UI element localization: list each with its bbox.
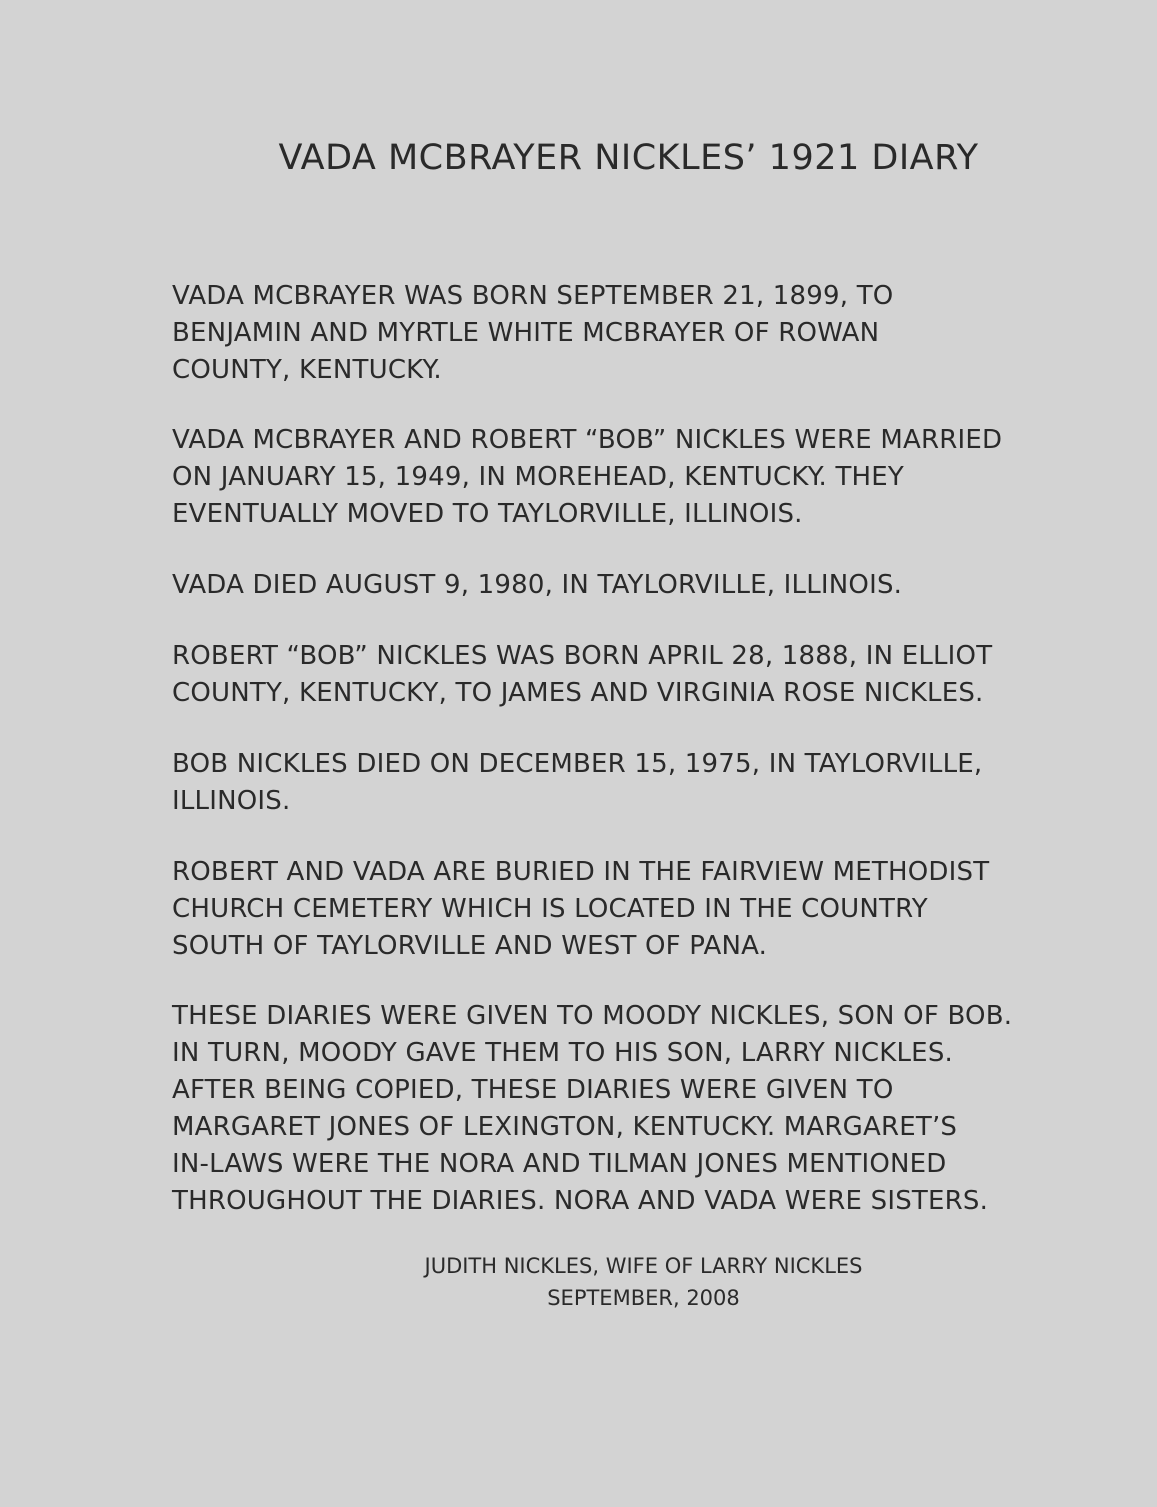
- text-line: SOUTH OF TAYLORVILLE AND WEST OF PANA.: [172, 931, 768, 961]
- paragraph-bob-birth: [172, 638, 1132, 712]
- text-line: EVENTUALLY MOVED TO TAYLORVILLE, ILLINOIS.: [172, 499, 803, 529]
- text-line: COUNTY, KENTUCKY.: [172, 355, 442, 385]
- text-line: VADA MCBRAYER WAS BORN SEPTEMBER 21, 1899, TO: [172, 281, 894, 311]
- text-line: IN-LAWS WERE THE NORA AND TILMAN JONES MENTIONED: [172, 1149, 947, 1179]
- paragraph-burial: [172, 854, 1132, 965]
- text-line: CHURCH CEMETERY WHICH IS LOCATED IN THE COUNTRY: [172, 894, 928, 924]
- text-line: VADA MCBRAYER AND ROBERT “BOB” NICKLES WERE MARRIED: [172, 425, 1003, 455]
- text-line: THESE DIARIES WERE GIVEN TO MOODY NICKLES, SON OF BOB.: [172, 1001, 1013, 1031]
- text-line: IN TURN, MOODY GAVE THEM TO HIS SON, LARRY NICKLES.: [172, 1038, 953, 1068]
- text-line: VADA DIED AUGUST 9, 1980, IN TAYLORVILLE, ILLINOIS.: [172, 570, 903, 600]
- text-line: AFTER BEING COPIED, THESE DIARIES WERE GIVEN TO: [172, 1075, 894, 1105]
- paragraph-diaries-history: [172, 998, 1132, 1220]
- text-line: MARGARET JONES OF LEXINGTON, KENTUCKY. MARGARET’S: [172, 1112, 958, 1142]
- text-line: THROUGHOUT THE DIARIES. NORA AND VADA WERE SISTERS.: [172, 1186, 989, 1216]
- text-line: BOB NICKLES DIED ON DECEMBER 15, 1975, IN TAYLORVILLE,: [172, 749, 983, 779]
- signature-block: [0, 1250, 1157, 1314]
- paragraph-vada-death: [172, 567, 1132, 604]
- text-line: BENJAMIN AND MYRTLE WHITE MCBRAYER OF ROWAN: [172, 318, 880, 348]
- text-line: COUNTY, KENTUCKY, TO JAMES AND VIRGINIA ROSE NICKLES.: [172, 678, 984, 708]
- text-line: ROBERT “BOB” NICKLES WAS BORN APRIL 28, 1888, IN ELLIOT: [172, 641, 993, 671]
- paragraph-bob-death: [172, 746, 1132, 820]
- text-line: ON JANUARY 15, 1949, IN MOREHEAD, KENTUCKY. THEY: [172, 462, 904, 492]
- signature-name: JUDITH NICKLES, WIFE OF LARRY NICKLES: [424, 1254, 863, 1278]
- document-title: VADA MCBRAYER NICKLES’ 1921 DIARY: [278, 138, 979, 178]
- text-line: ROBERT AND VADA ARE BURIED IN THE FAIRVIEW METHODIST: [172, 857, 990, 887]
- text-line: ILLINOIS.: [172, 786, 291, 816]
- paragraph-vada-birth: [172, 278, 1132, 389]
- signature-date: SEPTEMBER, 2008: [547, 1286, 740, 1310]
- paragraph-marriage: [172, 422, 1132, 533]
